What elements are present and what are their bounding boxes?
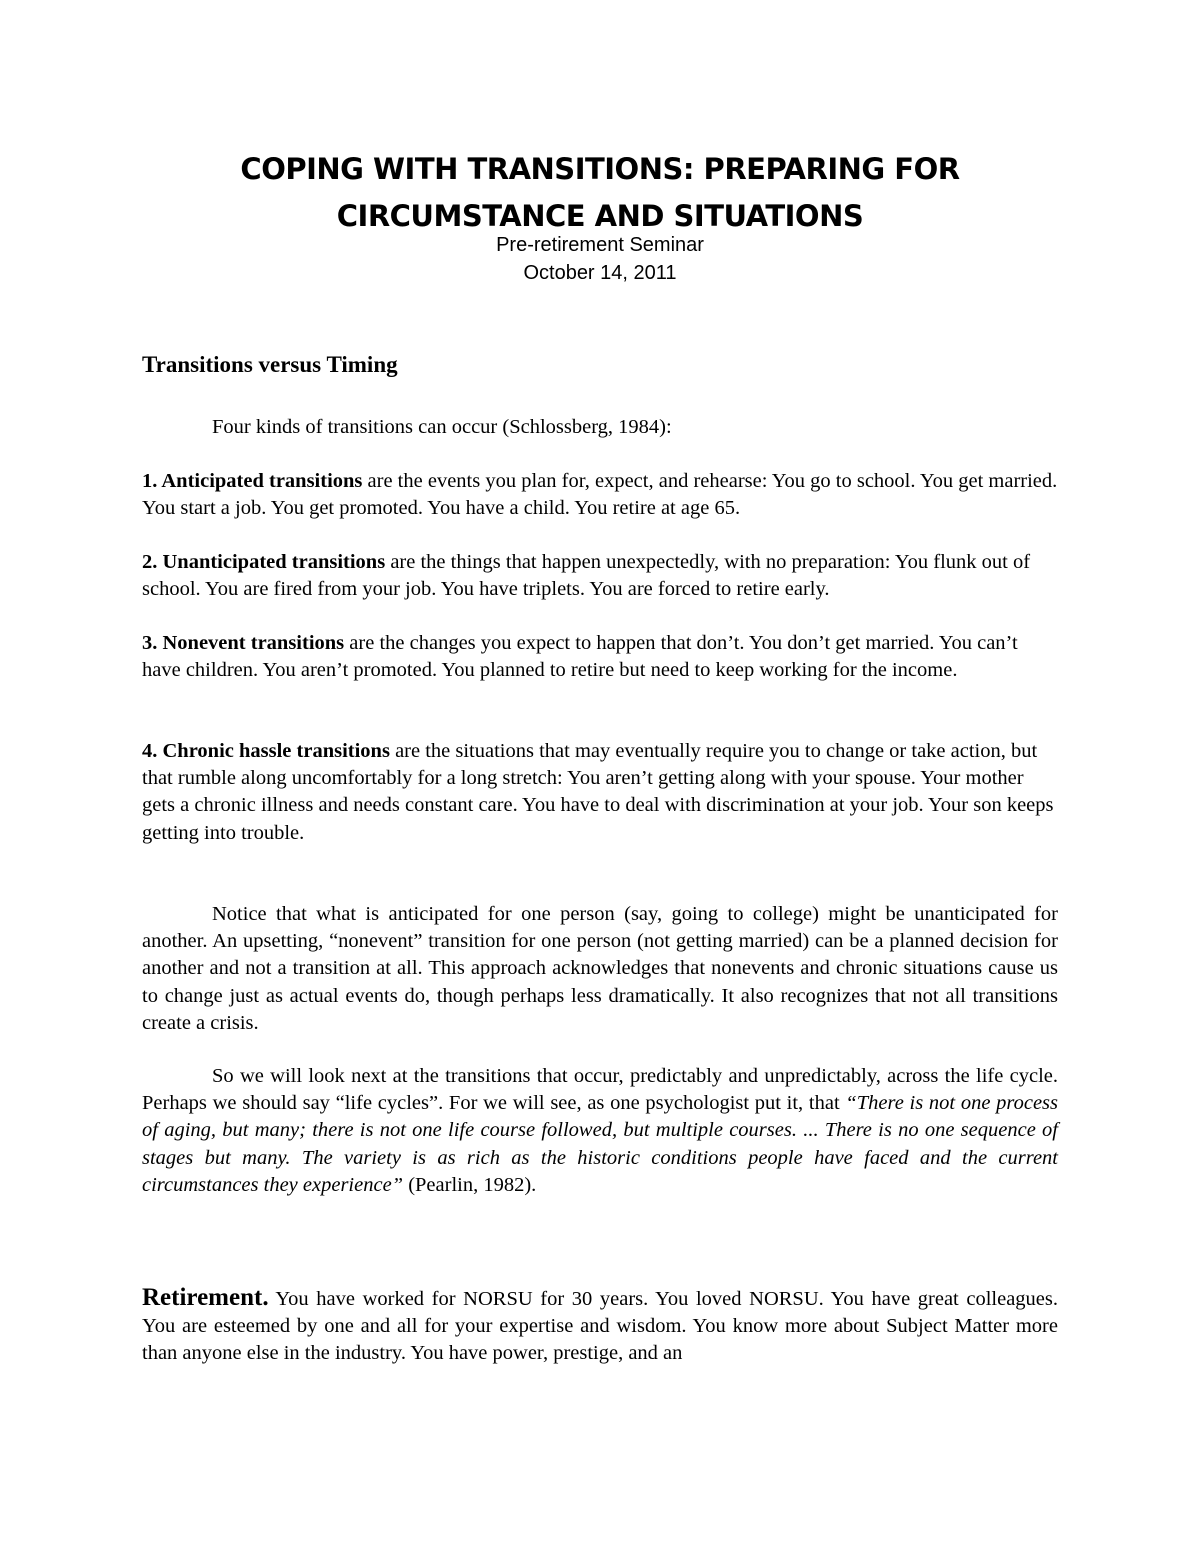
document-title — [100, 146, 1100, 240]
paragraph-text: So we will look next at the transitions that occur, predictably and unpredictably, across the life cycle. Perhaps we should say “life cycles”. For we will see, as one psychologist put it, that — [142, 1065, 1058, 1115]
retirement-paragraph — [142, 1284, 1058, 1368]
transition-item-unanticipated — [142, 549, 1058, 603]
document-subtitle: Pre-retirement Seminar — [496, 234, 704, 256]
retirement-text: You have worked for NORSU for 30 years. You loved NORSU. You have great colleagues. You are esteemed by one and all for your expertise and wisdom. You know more about Subject Matter more than anyone else in the industry. You have power, prestige, and an — [142, 1288, 1058, 1365]
intro-paragraph: Four kinds of transitions can occur (Schlossberg, 1984): — [212, 416, 672, 438]
title-line-2: CIRCUMSTANCE AND SITUATIONS — [336, 199, 864, 233]
transition-label: 3. Nonevent transitions — [142, 632, 345, 654]
transition-label: 4. Chronic hassle transitions — [142, 740, 390, 762]
transition-item-chronic-hassle — [142, 738, 1058, 847]
document-date: October 14, 2011 — [523, 262, 677, 284]
notice-paragraph: Notice that what is anticipated for one person (say, going to college) might be unanticipated for another. An upsetting, “nonevent” transition for one person (not getting married) can be a planned decision for another and not a transition at all. This approach acknowledges that nonevents and chronic situations cause us to change just as actual events do, though perhaps less dramatically. It also recognizes that not all transitions create a crisis. — [142, 903, 1058, 1034]
transition-text: are the events you plan for, expect, and rehearse: You go to school. You get married. You start a job. You get promoted. You have a child. You retire at age 65. — [142, 470, 1058, 520]
transition-item-anticipated — [142, 468, 1058, 522]
section-heading: Transitions versus Timing — [142, 352, 398, 377]
transition-label: 1. Anticipated transitions — [142, 470, 363, 492]
life-cycles-paragraph — [142, 1063, 1058, 1199]
transition-text: are the changes you expect to happen that don’t. You don’t get married. You can’t have children. You aren’t promoted. You planned to retire but need to keep working for the income. — [142, 632, 1018, 682]
pearlin-quote: “There is not one process of aging, but many; there is not one life course followed, but multiple courses. ... There is no one sequence of stages but many. The variety is as rich as the historic conditions people have faced and the current circumstances they experience” — [142, 1092, 1058, 1196]
transition-item-nonevent — [142, 630, 1058, 684]
transition-text: are the things that happen unexpectedly, with no preparation: You flunk out of school. You are fired from your job. You have triplets. You are forced to retire early. — [142, 551, 1031, 601]
citation: (Pearlin, 1982). — [403, 1173, 537, 1196]
title-line-1: COPING WITH TRANSITIONS: PREPARING FOR — [240, 152, 960, 186]
transition-label: 2. Unanticipated transitions — [142, 551, 386, 573]
transition-text: are the situations that may eventually require you to change or take action, but that rumble along uncomfortably for a long stretch: You aren’t getting along with your spouse. Your mother gets a chronic illness and needs constant care. You have to deal with discrimination at your job. Your son keeps getting into trouble. — [142, 740, 1054, 844]
retirement-label: Retirement. — [142, 1284, 269, 1311]
